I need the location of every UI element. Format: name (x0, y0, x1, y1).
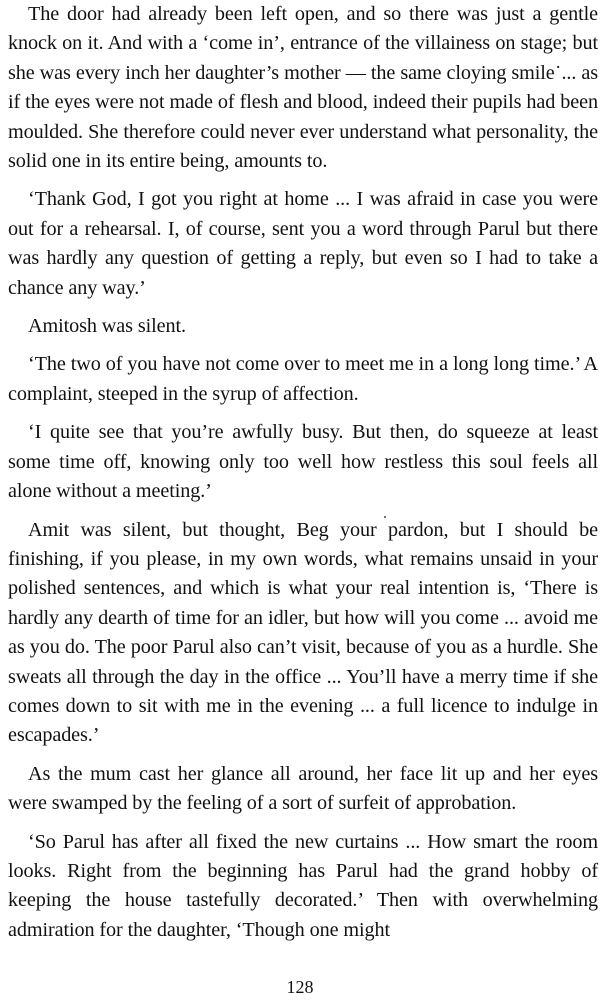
paragraph-busy: ‘I quite see that you’re awfully busy. But then, do squeeze at least some time off, knowing only too well how restless this soul feels all alone without a meeting.’ (8, 421, 598, 503)
paragraph-mum-glance: As the mum cast her glance all around, her face lit up and her eyes were swamped by the feeling of a sort of surfeit of approbation. (8, 762, 598, 815)
paragraph-door-knock: The door had already been left open, and so there was just a gentle knock on it. And with a ‘come in’, entrance of the villainess on stage; but she was every inch her daughter’s mother — the same cloying smile˙... as if the eyes were not made of flesh and blood, indeed their pupils had been moulded. She therefore could never ever understand what personality, the solid one in its entire being, amounts to. (8, 3, 598, 173)
paragraph-complaint: ‘The two of you have not come over to meet me in a long long time.’ A complaint, steeped in the syrup of affection. (8, 353, 598, 405)
paragraph-curtains: ‘So Parul has after all fixed the new curtains ... How smart the room looks. Right from the beginning has Parul had the grand hobby of keeping the house tastefully decorated.’ Then with overwhelming admiration for the daughter, ‘Though one might (8, 830, 598, 941)
paragraph-thank-god: ‘Thank God, I got you right at home ... I was afraid in case you were out for a rehearsal. I, of course, sent you a word through Parul but there was hardly any question of getting a reply, but even so I had to take a chance any way.’ (8, 188, 598, 299)
paragraph-amitosh-silent: Amitosh was silent. (28, 315, 186, 338)
body-text (8, 0, 598, 954)
paragraph-amit-thought: Amit was silent, but thought, Beg your pardon, but I should be finishing, if you please, in my own words, what remains unsaid in your polished sentences, and which is what your real intention is, ‘There is hardly any dearth of time for an idler, but how will you come ... avoid me as you do. The poor Parul also can’t visit, because of you as a hurdle. She sweats all through the day in the office ... You’ll have a merry time if she comes down to sit with me in the evening ... a full licence to indulge in escapades.’ (8, 518, 598, 747)
page-number: 128 (286, 977, 314, 997)
print-speck (384, 516, 386, 518)
